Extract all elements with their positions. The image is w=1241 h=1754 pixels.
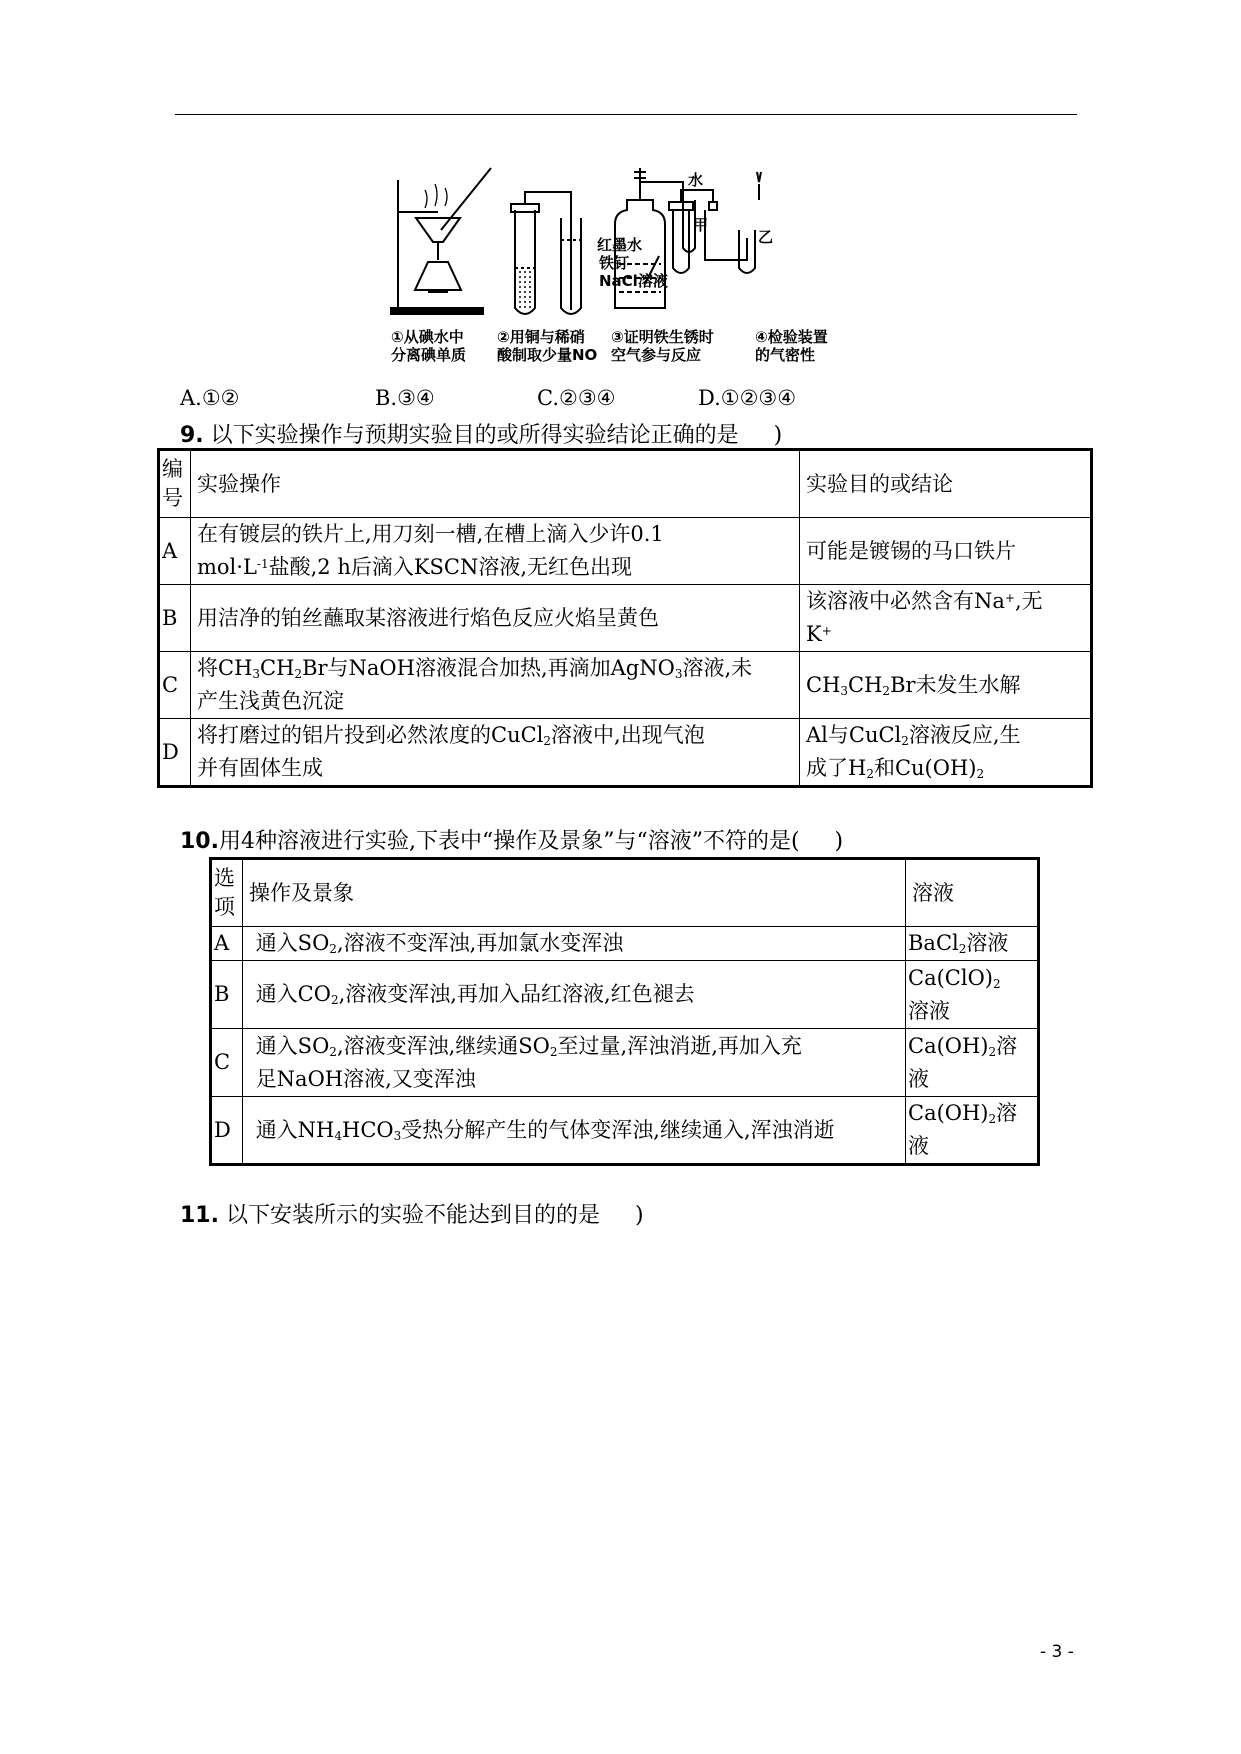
- q10-a-sol: BaCl$_2$溶液: [906, 927, 1039, 961]
- caption-1a: ①从碘水中: [391, 328, 464, 346]
- label-red-ink: 红墨水: [597, 236, 643, 254]
- table-row: [159, 652, 1092, 719]
- q10-header-sol: 溶液: [906, 859, 1039, 927]
- q10-a-op: 通入$SO_2$,溶液不变浑浊,再加氯水变浑浊: [243, 927, 906, 961]
- q9-c-res: $CH_3CH_2Br$未发生水解: [800, 652, 1092, 719]
- q10-c-op: 通入$SO_2$,溶液变浑浊,继续通$SO_2$至过量,浑浊消逝,再加入充 足NaOH溶液,又变浑浊: [243, 1029, 906, 1097]
- q8-option-d: D.①②③④: [698, 386, 797, 410]
- label-jia: 甲: [693, 216, 709, 234]
- q10-stem: 10.用4种溶液进行实验,下表中“操作及景象”与“溶液”不符的是( ): [180, 829, 844, 854]
- header-rule: [175, 114, 1077, 115]
- caption-3b: 空气参与反应: [611, 346, 702, 364]
- q8-option-c: C.②③④: [537, 386, 616, 410]
- q10-header-no: 选项: [211, 859, 243, 927]
- q8-option-a: A.①②: [180, 386, 240, 410]
- caption-3a: ③证明铁生锈时: [611, 328, 714, 346]
- table-row: [159, 585, 1092, 652]
- row-label: A: [211, 927, 243, 961]
- q10-d-op: 通入$NH_4HCO_3$受热分解产生的气体变浑浊,继续通入,浑浊消逝: [243, 1097, 906, 1165]
- caption-2a: ②用铜与稀硝: [497, 328, 585, 346]
- caption-4b: 的气密性: [755, 346, 816, 364]
- table-row: [159, 719, 1092, 787]
- row-label: D: [159, 719, 191, 787]
- caption-4a: ④检验装置: [755, 328, 828, 346]
- q9-header-res: 实验目的或结论: [800, 450, 1092, 518]
- label-yi: 乙: [758, 228, 774, 246]
- q9-d-op: 将打磨过的铝片投到必然浓度的CuCl$_2$溶液中,出现气泡 并有固体生成: [191, 719, 800, 787]
- caption-1b: 分离碘单质: [391, 346, 467, 364]
- page-number: - 3 -: [1040, 1642, 1074, 1662]
- row-label: A: [159, 518, 191, 585]
- row-label: C: [159, 652, 191, 719]
- q9-d-res: Al与CuCl$_2$溶液反应,生 成了$H_2$和$Cu(OH)_2$: [800, 719, 1092, 787]
- table-row: [211, 1097, 1039, 1165]
- q10-d-sol: $Ca(OH)_2$溶 液: [906, 1097, 1039, 1165]
- q9-b-res: 该溶液中必然含有Na+,无 K+: [800, 585, 1092, 652]
- q11-stem: 11. 以下安装所示的实验不能达到目的的是 ): [180, 1203, 644, 1228]
- q9-b-op: 用洁净的铂丝蘸取某溶液进行焰色反应火焰呈黄色: [191, 585, 800, 652]
- table-row: [211, 927, 1039, 961]
- row-label: D: [211, 1097, 243, 1165]
- caption-2b: 酸制取少量NO: [497, 346, 598, 364]
- q10-table: [209, 857, 1040, 1166]
- q9-table: [157, 448, 1093, 788]
- q10-header-op: 操作及景象: [243, 859, 906, 927]
- table-row: [211, 1029, 1039, 1097]
- q9-a-op: 在有镀层的铁片上,用刀刻一槽,在槽上滴入少许0.1 $mol\cdot L^{-1}$盐酸,2 h后滴入KSCN溶液,无红色出现: [191, 518, 800, 585]
- table-row: [159, 518, 1092, 585]
- q9-a-res: 可能是镀锡的马口铁片: [800, 518, 1092, 585]
- q10-b-op: 通入$CO_2$,溶液变浑浊,再加入品红溶液,红色褪去: [243, 961, 906, 1029]
- apparatus-1-evaporation: [391, 168, 491, 314]
- row-label: C: [211, 1029, 243, 1097]
- q9-c-op: 将$CH_3CH_2Br$与NaOH溶液混合加热,再滴加AgNO$_3$溶液,未 产生浅黄色沉淀: [191, 652, 800, 719]
- row-label: B: [159, 585, 191, 652]
- q9-stem: 9. 以下实验操作与预期实验目的或所得实验结论正确的是 ): [180, 423, 783, 448]
- row-label: B: [211, 961, 243, 1029]
- q9-header-op: 实验操作: [191, 450, 800, 518]
- label-water: 水: [688, 171, 704, 189]
- table-row: [211, 961, 1039, 1029]
- label-nacl: NaCl溶液: [599, 272, 668, 290]
- q10-c-sol: $Ca(OH)_2$溶 液: [906, 1029, 1039, 1097]
- apparatus-figure: [383, 160, 853, 382]
- q8-option-b: B.③④: [375, 386, 435, 410]
- q9-header-no: 编号: [159, 450, 191, 518]
- label-nail: 铁钉: [599, 254, 630, 272]
- q10-b-sol: $Ca(ClO)_2$ 溶液: [906, 961, 1039, 1029]
